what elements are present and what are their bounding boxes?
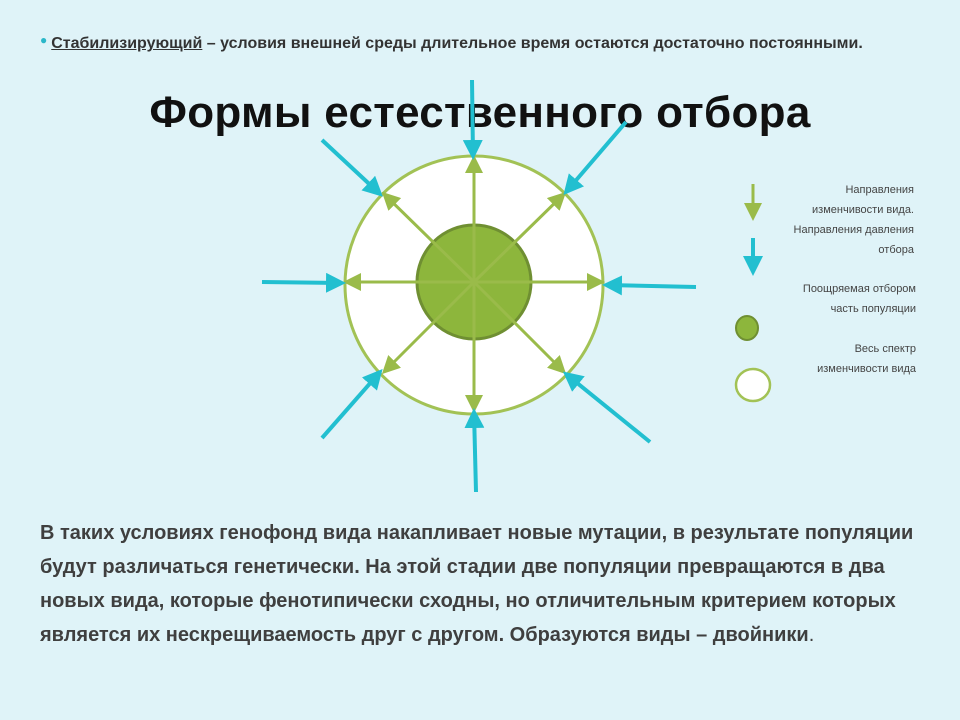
selection-arrow <box>474 412 476 492</box>
legend-spectrum-icon <box>736 369 770 401</box>
body-paragraph <box>40 516 930 652</box>
selection-arrow <box>472 80 473 156</box>
legend-favored-label: Поощряемая отбором часть популяции <box>802 283 916 315</box>
page-title: Формы естественного отбора <box>149 88 811 137</box>
legend-icons <box>720 170 800 410</box>
bullet-point <box>40 32 920 56</box>
legend-selection-label: Направления давления отбора <box>793 224 914 256</box>
selection-arrow <box>566 122 626 192</box>
selection-arrow <box>262 282 342 283</box>
bullet-term: Стабилизирующий <box>51 35 203 52</box>
legend-variability-label: Направления изменчивости вида. <box>812 184 914 216</box>
selection-arrow <box>606 285 696 287</box>
selection-arrow <box>566 374 650 442</box>
body-main-text: В таких условиях генофонд вида накапливает новые мутации, в результате популяции будут различаться генетически. На этой стадии две популяции превращаются в два новых вида, которые фенотипически сходны, но отличительным критерием которых является их нескрещиваемость друг с другом. Образуются виды – двойники <box>40 522 914 646</box>
body-end-text: . <box>808 624 815 646</box>
selection-arrow <box>322 372 380 438</box>
stabilizing-selection-diagram <box>250 78 710 498</box>
bullet-icon: ● <box>40 33 48 47</box>
legend-favored-icon <box>736 316 758 340</box>
selection-arrow <box>322 140 380 194</box>
bullet-text: – условия внешней среды длительное время остаются достаточно постоянными. <box>202 35 863 52</box>
legend-spectrum-label: Весь спектр изменчивости вида <box>817 343 916 375</box>
